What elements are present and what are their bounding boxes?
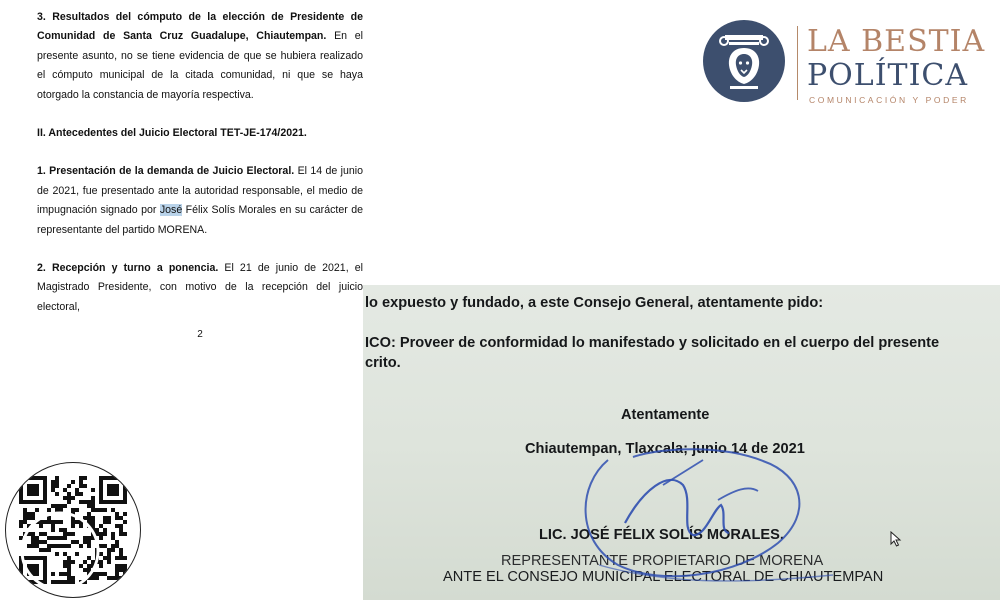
highlighted-name: José bbox=[159, 204, 183, 217]
logo-tagline: COMUNICACIÓN Y PODER bbox=[809, 95, 969, 105]
item-1-paragraph bbox=[37, 162, 363, 240]
item-2-paragraph bbox=[37, 259, 363, 317]
section-ii-title: II. Antecedentes del Juicio Electoral TET-JE-174/2021. bbox=[37, 127, 307, 140]
page-number: 2 bbox=[197, 329, 203, 341]
qr-code-icon bbox=[6, 463, 140, 597]
section-3-title: 3. Resultados del cómputo de la elección de Presidente de Comunidad de Santa Cruz Guadalupe, Chiautempan. bbox=[37, 11, 363, 43]
signed-letter-photo bbox=[363, 285, 1000, 600]
la-bestia-politica-logo bbox=[700, 18, 990, 108]
section-3-paragraph bbox=[37, 8, 363, 105]
letter-signer-role: REPRESENTANTE PROPIETARIO DE MORENA bbox=[501, 553, 824, 569]
item-2-body: El 21 de junio de 2021, el Magistrado Presidente, con motivo de la recepción del juicio electoral, bbox=[37, 262, 363, 313]
item-1-body-b: Félix Solís Morales en su carácter de representante del partido MORENA. bbox=[37, 204, 363, 236]
letter-signer-name: LIC. JOSÉ FÉLIX SOLÍS MORALES. bbox=[539, 527, 784, 543]
letter-place-date: Chiautempan, Tlaxcala; junio 14 de 2021 bbox=[525, 441, 805, 457]
logo-divider bbox=[797, 26, 798, 100]
item-1-body-a: El 14 de junio de 2021, fue presentado ante la autoridad responsable, el medio de impugnación signado por bbox=[37, 165, 363, 217]
logo-line-1: LA BESTIA bbox=[807, 24, 986, 59]
item-2-title: 2. Recepción y turno a ponencia. bbox=[37, 262, 219, 275]
handwritten-signature bbox=[363, 285, 1000, 600]
letter-council: ANTE EL CONSEJO MUNICIPAL ELECTORAL DE CHIAUTEMPAN bbox=[443, 569, 884, 585]
section-3-body: En el presente asunto, no se tiene evidencia de que se hubiera realizado el cómputo municipal de la citada comunidad, ni que se haya otorgado la constancia de mayoría respectiva. bbox=[37, 30, 363, 101]
letter-line-3: crito. bbox=[365, 355, 401, 371]
letter-line-2: ICO: Proveer de conformidad lo manifestado y solicitado en el cuerpo del presente bbox=[365, 335, 940, 351]
mouse-cursor-icon bbox=[890, 531, 902, 547]
letter-line-1: lo expuesto y fundado, a este Consejo General, atentamente pido: bbox=[365, 295, 824, 311]
item-1-title: 1. Presentación de la demanda de Juicio Electoral. bbox=[37, 165, 295, 178]
document-excerpt bbox=[37, 8, 363, 345]
qr-code[interactable] bbox=[5, 462, 141, 598]
letter-closing: Atentamente bbox=[621, 407, 710, 423]
lion-emblem-icon bbox=[703, 20, 785, 102]
logo-line-2: POLÍTICA bbox=[807, 58, 969, 93]
